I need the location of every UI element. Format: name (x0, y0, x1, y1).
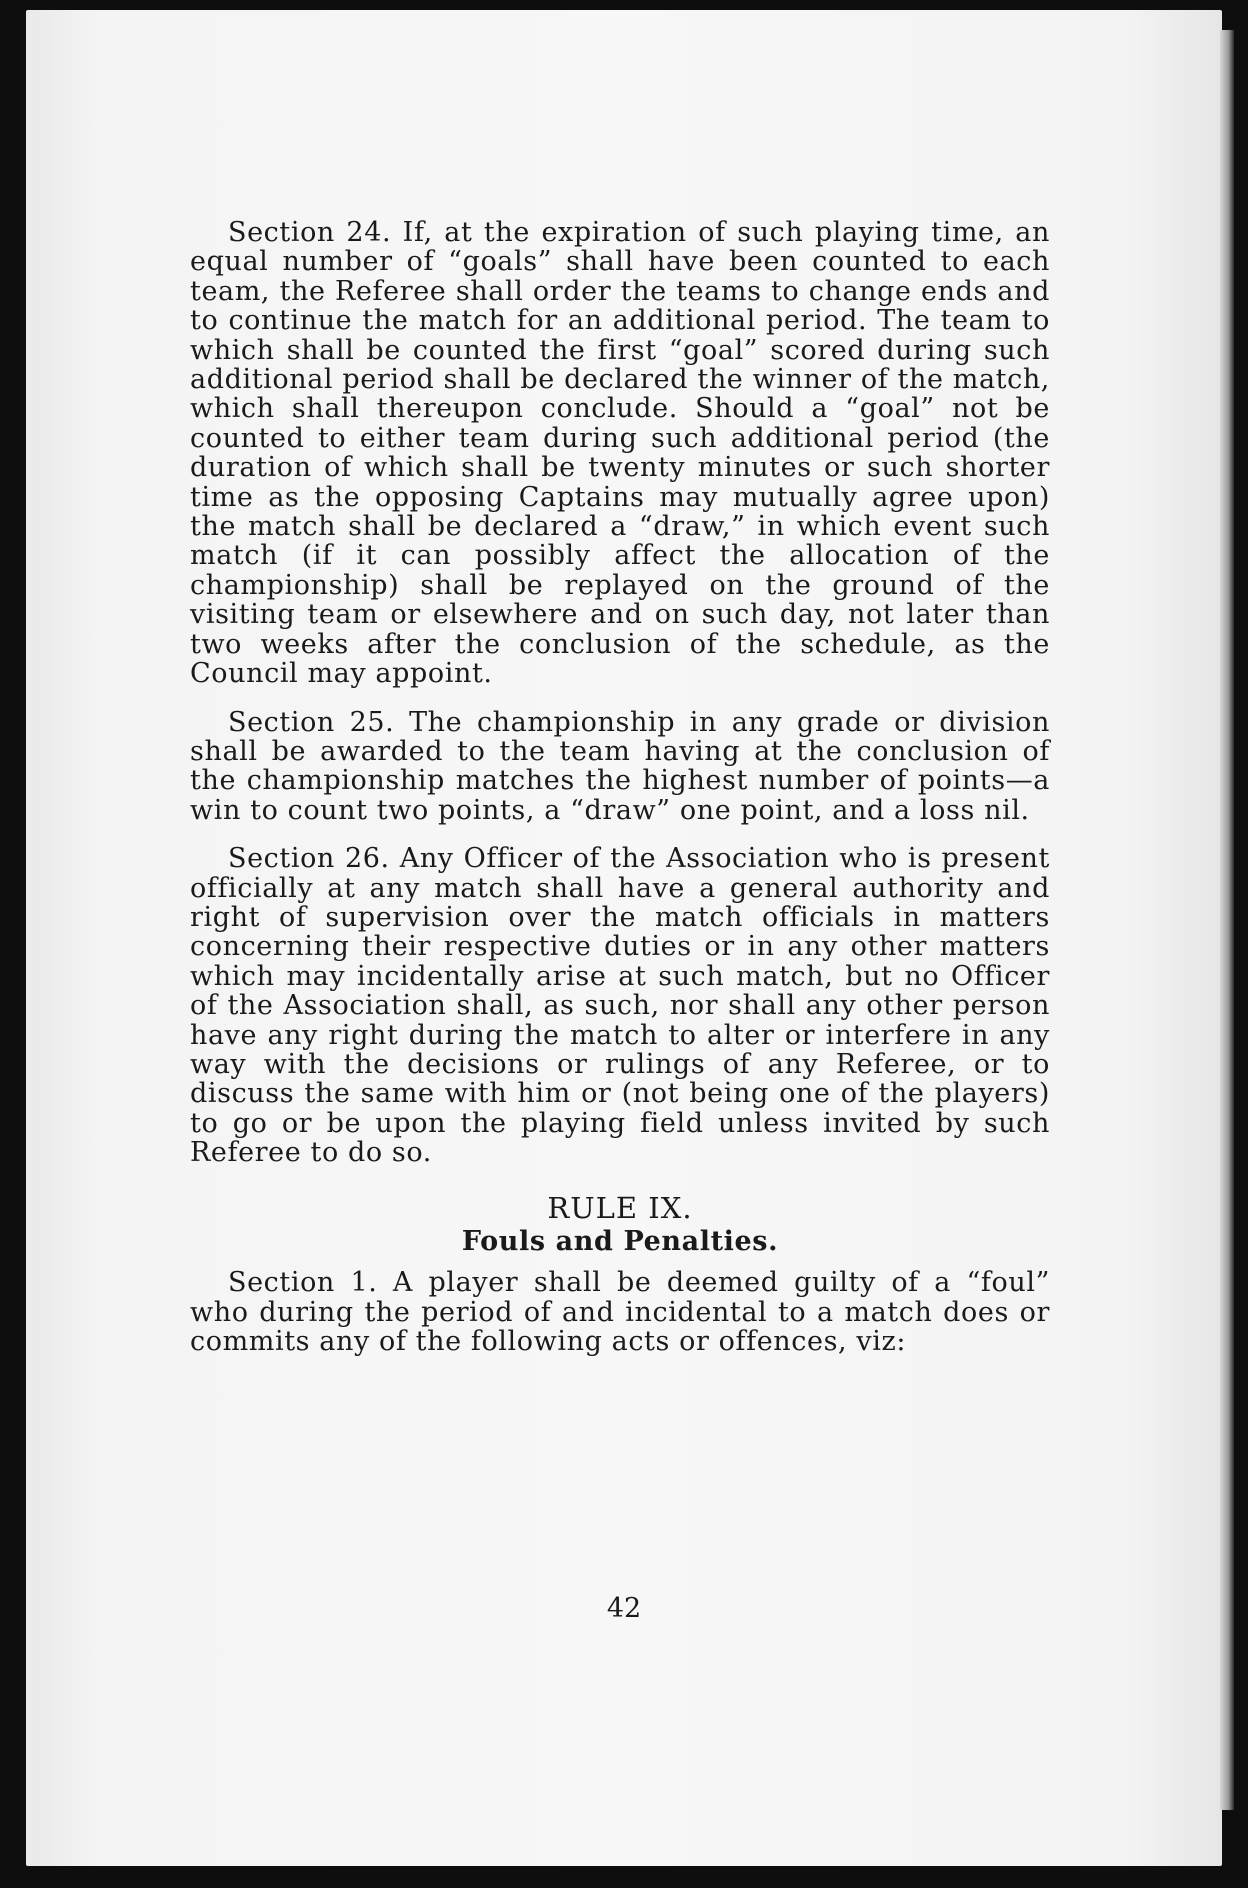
section-24-paragraph: Section 24. If, at the expiration of such playing time, an equal number of “goals” shall have been counted to each team, the Referee shall order the teams to change ends and to continue the match for an additional period. The team to which shall be counted the first “goal” scored during such additional period shall be declared the winner of the match, which shall thereupon conclude. Should a “goal” not be counted to either team during such additional period (the duration of which shall be twenty minutes or such shorter time as the opposing Captains may mutually agree upon) the match shall be declared a “draw,” in which event such match (if it can possibly affect the allocation of the championship) shall be replayed on the ground of the visiting team or elsewhere and on such day, not later than two weeks after the conclusion of the schedule, as the Council may appoint. (190, 217, 1050, 690)
page-edge-shadow (1220, 30, 1234, 1810)
rule-heading: RULE IX. (547, 1190, 693, 1225)
section-26-paragraph: Section 26. Any Officer of the Association who is present officially at any match shall have a general authority and right of supervision over the match officials in matters concerning their respective duties or in any other matters which may incidentally arise at such match, but no Officer of the Association shall, as such, nor shall any other person have any right during the match to alter or interfere in any way with the decisions or rulings of any Referee, or to discuss the same with him or (not being one of the players) to go or be upon the playing field unless invited by such Referee to do so. (190, 843, 1050, 1169)
section-25-paragraph: Section 25. The championship in any grade or division shall be awarded to the team having at the conclusion of the championship matches the highest number of points—a win to count two points, a “draw” one point, and a loss nil. (190, 706, 1050, 826)
rule-ix-section-1-paragraph: Section 1. A player shall be deemed guilty of a “foul” who during the period of and incidental to a match does or commits any of the following acts or offences, viz: (190, 1267, 1050, 1358)
page-text-block (190, 218, 1050, 1357)
page-number: 42 (606, 1593, 642, 1624)
rule-subheading: Fouls and Penalties. (461, 1226, 779, 1257)
